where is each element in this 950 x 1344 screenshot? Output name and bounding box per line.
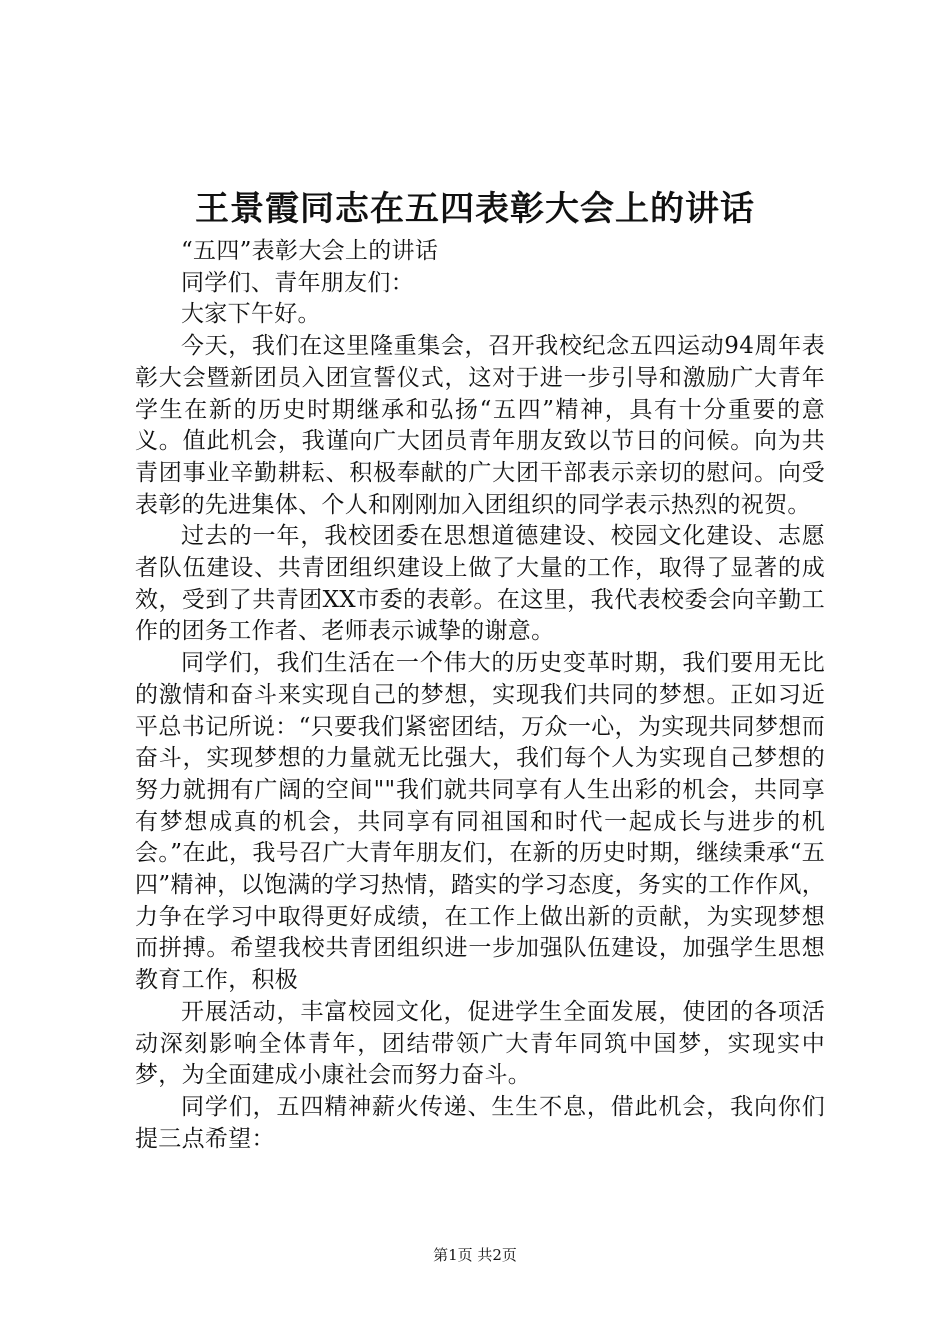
document-body bbox=[135, 236, 825, 1155]
salutation-paragraph: 同学们、青年朋友们： bbox=[181, 269, 414, 296]
greeting-paragraph: 大家下午好。 bbox=[181, 301, 321, 328]
body-paragraph: 过去的一年，我校团委在思想道德建设、校园文化建设、志愿者队伍建设、共青团组织建设上做了大量的工作，取得了显著的成效，受到了共青团XX市委的表彰。在这里，我代表校委会向辛勤工作的团务工作者、老师表示诚挚的谢意。 bbox=[135, 523, 825, 645]
body-paragraph: 开展活动，丰富校园文化，促进学生全面发展，使团的各项活动深刻影响全体青年，团结带领广大青年同筑中国梦，实现实中梦，为全面建成小康社会而努力奋斗。 bbox=[135, 998, 825, 1089]
body-paragraph: 同学们，五四精神薪火传递、生生不息，借此机会，我向你们提三点希望： bbox=[135, 1093, 825, 1152]
document-title: 王景霞同志在五四表彰大会上的讲话 bbox=[195, 189, 755, 229]
body-paragraph: 同学们，我们生活在一个伟大的历史变革时期，我们要用无比的激情和奋斗来实现自己的梦想，实现我们共同的梦想。正如习近平总书记所说：“只要我们紧密团结，万众一心，为实现共同梦想而奋斗，实现梦想的力量就无比强大，我们每个人为实现自己梦想的努力就拥有广阔的空间""我们就共同享有人生出彩的机会，共同享有梦想成真的机会，共同享有同祖国和时代一起成长与进步的机会。”在此，我号召广大青年朋友们，在新的历史时期，继续秉承“五四”精神，以饱满的学习热情，踏实的学习态度，务实的工作作风，力争在学习中取得更好成绩，在工作上做出新的贡献，为实现梦想而拼搏。希望我校共青团组织进一步加强队伍建设，加强学生思想教育工作，积极 bbox=[135, 650, 825, 994]
body-paragraph: 今天，我们在这里隆重集会，召开我校纪念五四运动94周年表彰大会暨新团员入团宣誓仪式，这对于进一步引导和激励广大青年学生在新的历史时期继承和弘扬“五四”精神，具有十分重要的意义。值此机会，我谨向广大团员青年朋友致以节日的问候。向为共青团事业辛勤耕耘、积极奉献的广大团干部表示亲切的慰问。向受表彰的先进集体、个人和刚刚加入团组织的同学表示热烈的祝贺。 bbox=[135, 333, 825, 518]
page-number-footer: 第1页 共2页 bbox=[433, 1246, 517, 1264]
subtitle-paragraph: “五四”表彰大会上的讲话 bbox=[181, 238, 439, 264]
